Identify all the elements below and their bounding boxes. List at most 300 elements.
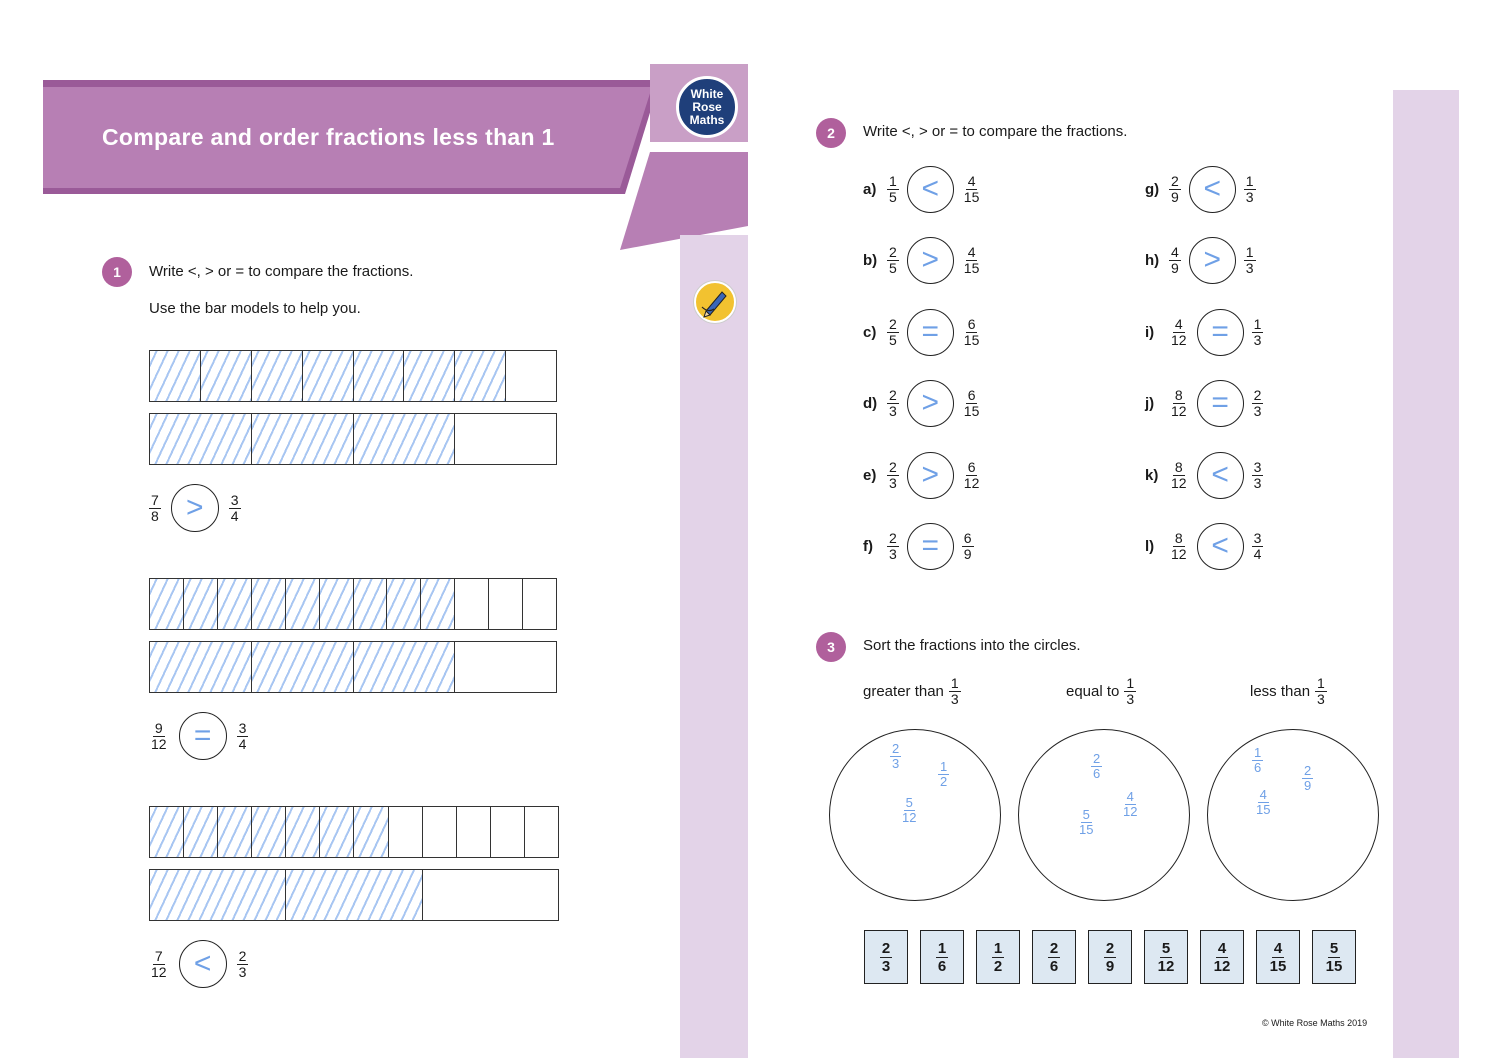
numerator: 5 (1329, 939, 1339, 957)
bar-cell (389, 807, 423, 857)
denominator: 3 (889, 402, 897, 419)
bar-cell (184, 807, 218, 857)
denominator: 6 (1254, 760, 1262, 775)
bar-cell (423, 807, 457, 857)
question-2-badge: 2 (816, 118, 846, 148)
bar-cell (286, 870, 422, 920)
fraction-card[interactable] (1256, 930, 1300, 984)
denominator: 12 (151, 963, 167, 980)
item-label: k) (1145, 466, 1159, 484)
denominator: 3 (950, 691, 959, 707)
bar-cell (150, 642, 252, 692)
bar-cell (252, 579, 286, 629)
bar-cell (523, 579, 556, 629)
item-label: b) (863, 251, 878, 269)
bar-cell (150, 870, 286, 920)
numerator: 2 (1049, 939, 1059, 957)
bar-cell (150, 414, 252, 464)
fraction-right (962, 531, 974, 562)
answer-fraction (1121, 790, 1139, 819)
category-fraction (1124, 676, 1136, 707)
item-label: d) (863, 394, 878, 412)
numerator: 5 (1161, 939, 1171, 957)
bar-model-bottom (149, 413, 557, 465)
fraction-right (1244, 245, 1256, 276)
fraction-left (887, 174, 899, 205)
answer-fraction (1254, 788, 1272, 817)
numerator: 4 (1174, 315, 1183, 332)
numerator: 3 (230, 491, 239, 508)
answer-sign: > (921, 243, 940, 276)
sort-circle[interactable] (1207, 729, 1379, 901)
numerator: 2 (889, 315, 897, 332)
denominator: 15 (963, 259, 980, 276)
q1-comparison (149, 712, 248, 760)
answer-circle[interactable] (907, 452, 954, 499)
numerator: 4 (967, 172, 976, 189)
fraction-left (887, 388, 899, 419)
denominator: 12 (902, 810, 917, 825)
bar-cell (150, 579, 184, 629)
denominator: 6 (1049, 957, 1059, 975)
denominator: 3 (1253, 474, 1262, 491)
q2-instruction: Write <, > or = to compare the fractions. (863, 123, 1128, 140)
answer-fraction (1091, 752, 1102, 781)
bar-cell (354, 807, 388, 857)
fraction-card[interactable] (1088, 930, 1132, 984)
numerator: 4 (1126, 789, 1134, 804)
q1-instruction: Write <, > or = to compare the fractions. (149, 263, 414, 280)
numerator: 4 (1171, 243, 1179, 260)
answer-sign: = (921, 315, 940, 348)
bar-cell (252, 351, 303, 401)
answer-sign: > (921, 458, 940, 491)
numerator: 7 (151, 491, 159, 508)
header-banner (0, 60, 760, 260)
handwritten-answer (938, 760, 949, 789)
denominator: 12 (1157, 957, 1175, 975)
answer-circle[interactable] (907, 309, 954, 356)
numerator: 8 (1174, 386, 1183, 403)
right-page-strip (1393, 90, 1459, 1058)
denominator: 12 (1171, 474, 1187, 491)
bar-cell (184, 579, 218, 629)
answer-sign: > (1203, 243, 1222, 276)
q2-item (1145, 451, 1263, 499)
numerator: 1 (1254, 745, 1262, 760)
fraction-right (1252, 317, 1264, 348)
denominator: 12 (151, 735, 167, 752)
fraction-right (237, 949, 249, 980)
denominator: 8 (151, 507, 159, 524)
fraction-left (887, 317, 899, 348)
numerator: 1 (1253, 315, 1262, 332)
category-text: equal to (1066, 683, 1120, 700)
q2-item (863, 451, 981, 499)
bar-cell (252, 807, 286, 857)
logo-word-3: Maths (689, 112, 725, 127)
denominator: 12 (1171, 331, 1187, 348)
fraction-right (962, 174, 982, 205)
item-label: h) (1145, 251, 1160, 269)
handwritten-answer (1091, 752, 1102, 781)
card-fraction (1048, 940, 1060, 975)
logo-word-2: Rose (692, 99, 722, 114)
answer-circle[interactable] (1197, 523, 1244, 570)
denominator: 4 (1253, 545, 1262, 562)
item-label: j) (1145, 394, 1155, 412)
bar-cell (218, 807, 252, 857)
item-label: l) (1145, 537, 1155, 555)
handwritten-answer (1121, 790, 1139, 819)
answer-circle[interactable] (1197, 309, 1244, 356)
fraction-right (962, 460, 982, 491)
handwritten-answer (900, 796, 918, 825)
fraction-left (149, 721, 169, 752)
fraction-card[interactable] (920, 930, 964, 984)
answer-sign: > (921, 386, 940, 419)
q2-item (1145, 308, 1263, 356)
fraction-left (1169, 531, 1189, 562)
denominator: 15 (963, 331, 980, 348)
answer-circle[interactable] (907, 523, 954, 570)
denominator: 6 (937, 957, 947, 975)
fraction-left (1169, 460, 1189, 491)
bar-cell (525, 807, 558, 857)
numerator: 1 (1317, 675, 1325, 691)
question-3-badge: 3 (816, 632, 846, 662)
bar-cell (455, 579, 489, 629)
denominator: 15 (963, 188, 980, 205)
bar-cell (252, 414, 354, 464)
numerator: 1 (1126, 675, 1135, 691)
q1-hint: Use the bar models to help you. (149, 300, 361, 317)
denominator: 3 (881, 957, 891, 975)
q2-item (1145, 165, 1256, 213)
category-text: less than (1250, 683, 1311, 700)
answer-sign: < (1211, 458, 1229, 491)
category-label (1066, 676, 1136, 707)
answer-sign: = (1211, 386, 1229, 419)
answer-circle[interactable] (179, 940, 227, 988)
bar-model-bottom (149, 641, 557, 693)
numerator: 1 (1245, 172, 1254, 189)
bar-model-bottom (149, 869, 559, 921)
answer-sign: = (193, 719, 212, 752)
bar-cell (354, 579, 388, 629)
denominator: 3 (1245, 259, 1254, 276)
card-fraction (992, 940, 1004, 975)
bar-cell (455, 642, 556, 692)
denominator: 3 (1253, 402, 1262, 419)
item-label: f) (863, 537, 873, 555)
denominator: 9 (1171, 188, 1179, 205)
denominator: 3 (892, 756, 900, 771)
numerator: 2 (1253, 386, 1262, 403)
denominator: 9 (963, 545, 972, 562)
denominator: 3 (889, 545, 897, 562)
card-fraction (936, 940, 948, 975)
q2-item (863, 165, 981, 213)
denominator: 9 (1304, 778, 1312, 793)
bar-cell (150, 351, 201, 401)
q1-comparison (149, 484, 241, 532)
numerator: 3 (1253, 458, 1262, 475)
fraction-card[interactable] (1144, 930, 1188, 984)
numerator: 5 (905, 795, 913, 810)
numerator: 4 (1259, 787, 1267, 802)
item-label: c) (863, 323, 877, 341)
bar-cell (455, 414, 556, 464)
denominator: 6 (1093, 766, 1101, 781)
bar-cell (491, 807, 525, 857)
bar-model-top (149, 578, 557, 630)
bar-cell (457, 807, 491, 857)
left-page-strip (680, 235, 748, 1058)
answer-fraction (900, 796, 918, 825)
denominator: 3 (1317, 691, 1325, 707)
bar-model-top (149, 806, 559, 858)
bar-cell (421, 579, 455, 629)
denominator: 5 (889, 259, 897, 276)
denominator: 5 (889, 331, 897, 348)
fraction-left (1169, 317, 1189, 348)
numerator: 4 (1217, 939, 1227, 957)
denominator: 15 (1269, 957, 1287, 975)
answer-fraction (1302, 764, 1313, 793)
sort-circle[interactable] (829, 729, 1001, 901)
bar-cell (354, 351, 405, 401)
q2-item (1145, 379, 1263, 427)
bar-cell (404, 351, 455, 401)
category-label (863, 676, 961, 707)
numerator: 6 (967, 315, 976, 332)
question-1-badge: 1 (102, 257, 132, 287)
denominator: 9 (1105, 957, 1115, 975)
denominator: 3 (889, 474, 897, 491)
category-text: greater than (863, 683, 944, 700)
numerator: 6 (963, 529, 972, 546)
fraction-right (229, 493, 241, 524)
handwritten-answer (1254, 788, 1272, 817)
card-fraction (880, 940, 892, 975)
denominator: 4 (230, 507, 239, 524)
fraction-right (1244, 174, 1256, 205)
answer-sign: > (186, 491, 204, 524)
bar-cell (506, 351, 556, 401)
numerator: 2 (889, 386, 897, 403)
numerator: 2 (889, 458, 897, 475)
bar-cell (455, 351, 506, 401)
denominator: 15 (1325, 957, 1343, 975)
copyright: © White Rose Maths 2019 (1262, 1018, 1368, 1028)
q2-item (863, 308, 981, 356)
numerator: 2 (1171, 172, 1179, 189)
q2-item (863, 379, 981, 427)
numerator: 9 (154, 719, 163, 736)
bar-model-top (149, 350, 557, 402)
bar-cell (387, 579, 421, 629)
bar-cell (218, 579, 252, 629)
handwritten-answer (1077, 808, 1095, 837)
denominator: 2 (940, 774, 948, 789)
sort-circle[interactable] (1018, 729, 1190, 901)
item-label: e) (863, 466, 877, 484)
answer-fraction (1077, 808, 1095, 837)
category-fraction (949, 676, 961, 707)
q2-item (863, 522, 974, 570)
numerator: 2 (892, 741, 900, 756)
fraction-card[interactable] (1032, 930, 1076, 984)
card-fraction (1324, 940, 1345, 975)
item-label: g) (1145, 180, 1160, 198)
q3-instruction: Sort the fractions into the circles. (863, 637, 1081, 654)
fraction-card[interactable] (976, 930, 1020, 984)
bar-cell (320, 807, 354, 857)
q2-item (1145, 522, 1263, 570)
q2-item (863, 236, 981, 284)
denominator: 12 (1171, 545, 1187, 562)
numerator: 6 (967, 458, 976, 475)
numerator: 8 (1174, 529, 1183, 546)
numerator: 1 (950, 675, 959, 691)
bar-cell (354, 642, 456, 692)
bar-cell (489, 579, 523, 629)
answer-sign: < (193, 947, 212, 980)
fraction-left (887, 531, 899, 562)
answer-circle[interactable] (1189, 166, 1236, 213)
numerator: 6 (967, 386, 976, 403)
fraction-right (962, 317, 982, 348)
logo-word-1: White (690, 86, 724, 101)
page-title: Compare and order fractions less than 1 (102, 124, 555, 150)
numerator: 3 (238, 719, 247, 736)
answer-fraction (938, 760, 949, 789)
bar-cell (252, 642, 354, 692)
card-fraction (1268, 940, 1289, 975)
numerator: 8 (1174, 458, 1183, 475)
numerator: 4 (967, 243, 976, 260)
card-fraction (1156, 940, 1177, 975)
bar-cell (150, 807, 184, 857)
handwritten-answer (1302, 764, 1313, 793)
numerator: 2 (1304, 763, 1312, 778)
answer-sign: < (1203, 172, 1222, 205)
denominator: 3 (238, 963, 247, 980)
numerator: 2 (881, 939, 891, 957)
bar-cell (201, 351, 252, 401)
fraction-left (887, 460, 899, 491)
numerator: 4 (1273, 939, 1283, 957)
fraction-right (962, 388, 982, 419)
denominator: 3 (1126, 691, 1135, 707)
fraction-right (1252, 460, 1264, 491)
numerator: 1 (940, 759, 948, 774)
numerator: 5 (1082, 807, 1090, 822)
bar-cell (303, 351, 354, 401)
answer-sign: < (921, 172, 940, 205)
numerator: 7 (154, 947, 163, 964)
answer-circle[interactable] (907, 380, 954, 427)
denominator: 15 (963, 402, 980, 419)
fraction-left (1169, 174, 1181, 205)
fraction-card[interactable] (1312, 930, 1356, 984)
denominator: 12 (963, 474, 980, 491)
numerator: 1 (889, 172, 897, 189)
fraction-right (962, 245, 982, 276)
white-rose-maths-logo (676, 76, 738, 138)
q2-item (1145, 236, 1256, 284)
answer-circle[interactable] (171, 484, 219, 532)
handwritten-answer (1252, 746, 1263, 775)
fraction-right (1252, 531, 1264, 562)
numerator: 2 (238, 947, 247, 964)
answer-fraction (890, 742, 901, 771)
numerator: 3 (1253, 529, 1262, 546)
numerator: 2 (889, 529, 897, 546)
answer-sign: < (1211, 529, 1229, 562)
numerator: 1 (1245, 243, 1254, 260)
item-label: a) (863, 180, 877, 198)
handwritten-answer (890, 742, 901, 771)
denominator: 15 (1256, 802, 1271, 817)
answer-sign: = (1211, 315, 1229, 348)
fraction-card[interactable] (864, 930, 908, 984)
bar-cell (286, 807, 320, 857)
denominator: 2 (993, 957, 1003, 975)
answer-fraction (1252, 746, 1263, 775)
fraction-left (1169, 245, 1181, 276)
fraction-left (1169, 388, 1189, 419)
numerator: 1 (937, 939, 947, 957)
category-fraction (1315, 676, 1327, 707)
q1-comparison (149, 940, 248, 988)
bar-cell (320, 579, 354, 629)
bar-cell (423, 870, 558, 920)
fraction-left (149, 493, 161, 524)
answer-sign: = (921, 529, 940, 562)
numerator: 2 (1093, 751, 1101, 766)
numerator: 2 (889, 243, 897, 260)
denominator: 12 (1213, 957, 1231, 975)
denominator: 9 (1171, 259, 1179, 276)
denominator: 3 (1253, 331, 1262, 348)
bar-cell (354, 414, 456, 464)
denominator: 12 (1123, 804, 1138, 819)
fraction-card[interactable] (1200, 930, 1244, 984)
numerator: 2 (1105, 939, 1115, 957)
denominator: 15 (1079, 822, 1094, 837)
answer-circle[interactable] (1189, 237, 1236, 284)
fraction-left (149, 949, 169, 980)
denominator: 4 (238, 735, 247, 752)
fraction-right (237, 721, 249, 752)
answer-circle[interactable] (907, 166, 954, 213)
denominator: 3 (1245, 188, 1254, 205)
bar-cell (286, 579, 320, 629)
answer-circle[interactable] (179, 712, 227, 760)
item-label: i) (1145, 323, 1155, 341)
fraction-right (1252, 388, 1264, 419)
answer-circle[interactable] (1197, 380, 1244, 427)
fraction-left (887, 245, 899, 276)
pencil-icon (694, 281, 736, 323)
card-fraction (1104, 940, 1116, 975)
answer-circle[interactable] (907, 237, 954, 284)
category-label (1250, 676, 1327, 707)
answer-circle[interactable] (1197, 452, 1244, 499)
denominator: 5 (889, 188, 897, 205)
